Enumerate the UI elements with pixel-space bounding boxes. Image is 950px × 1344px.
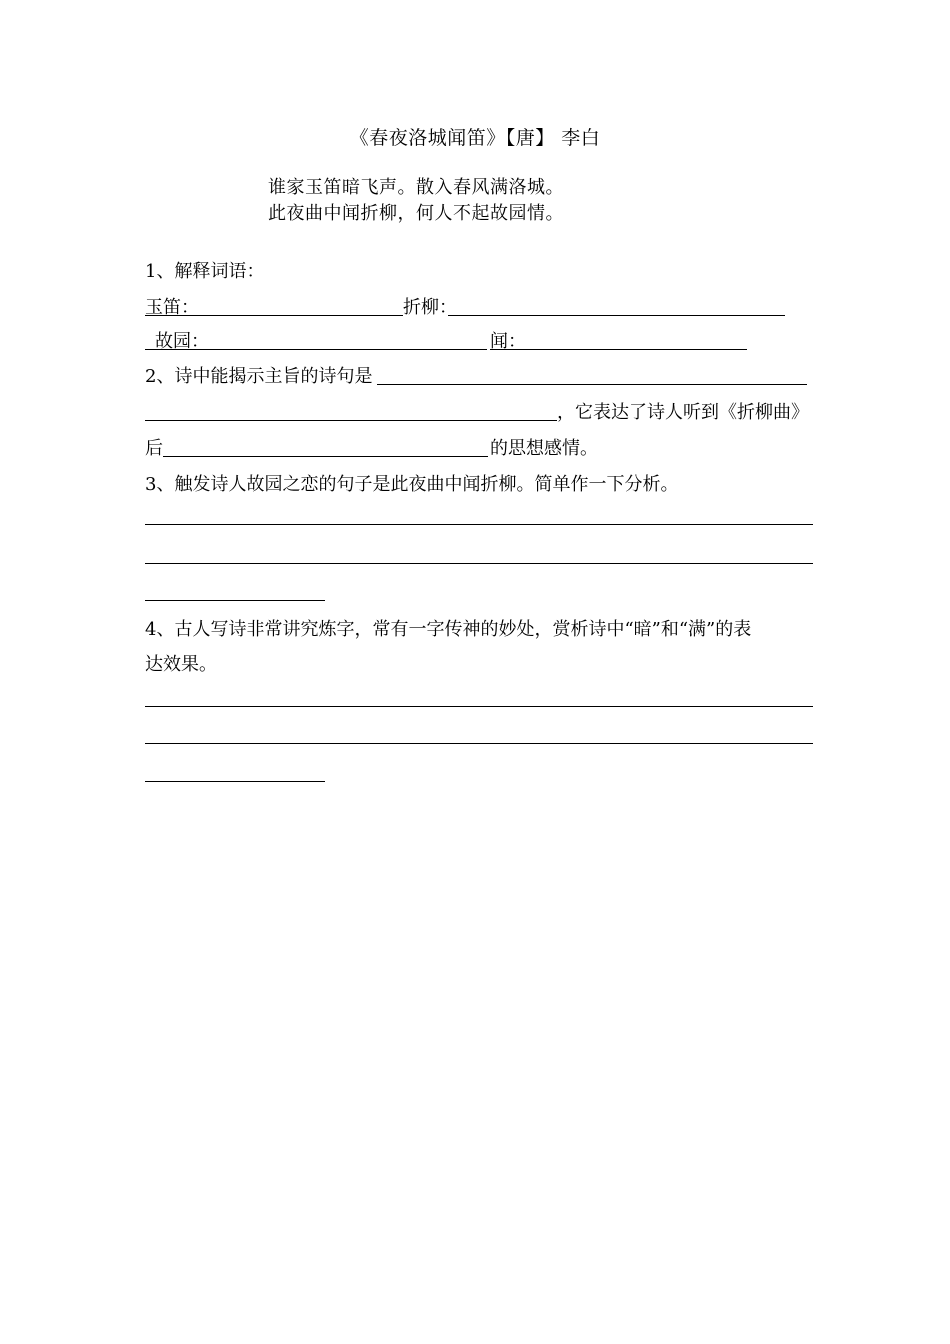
question-3-prompt: 3、触发诗人故园之恋的句子是此夜曲中闻折柳。简单作一下分析。 bbox=[145, 474, 679, 495]
question-1-prompt: 1、解释词语： bbox=[145, 261, 265, 282]
question-2-prompt: 2、诗中能揭示主旨的诗句是 bbox=[145, 366, 373, 387]
poem-line-2: 此夜曲中闻折柳，何人不起故园情。 bbox=[268, 203, 564, 224]
term-yudi-underline bbox=[145, 315, 403, 316]
question-2-answer-line-2[interactable] bbox=[145, 420, 557, 421]
question-3-answer-line-1[interactable] bbox=[145, 524, 813, 525]
term-wen-answer-line[interactable] bbox=[490, 349, 747, 350]
question-4-answer-line-2[interactable] bbox=[145, 743, 813, 744]
question-4-answer-line-3[interactable] bbox=[145, 781, 325, 782]
question-4-prompt-line-2: 达效果。 bbox=[145, 654, 217, 675]
term-yudi-label: 玉笛： bbox=[145, 297, 199, 318]
question-4-prompt-line-1: 4、古人写诗非常讲究炼字，常有一字传神的妙处，赏析诗中“暗”和“满”的表 bbox=[145, 619, 752, 640]
term-guyuan-label: 故园： bbox=[155, 331, 209, 352]
poem-title: 《春夜洛城闻笛》【唐】 李白 bbox=[349, 127, 601, 149]
question-4-answer-line-1[interactable] bbox=[145, 706, 813, 707]
question-2-prefix: 后 bbox=[145, 438, 163, 459]
question-3-answer-line-3[interactable] bbox=[145, 600, 325, 601]
poem-line-1: 谁家玉笛暗飞声。散入春风满洛城。 bbox=[268, 177, 564, 198]
question-3-answer-line-2[interactable] bbox=[145, 563, 813, 564]
question-2-answer-line-3[interactable] bbox=[163, 456, 488, 457]
question-2-answer-line-1[interactable] bbox=[377, 384, 807, 385]
question-2-suffix: 的思想感情。 bbox=[490, 438, 598, 459]
term-zheliu-answer-line[interactable] bbox=[448, 315, 785, 316]
term-guyuan-answer-line[interactable] bbox=[145, 349, 487, 350]
term-zheliu-label: 折柳： bbox=[403, 297, 457, 318]
term-wen-label: 闻： bbox=[490, 331, 526, 352]
question-2-mid-text: ，它表达了诗人听到《折柳曲》 bbox=[557, 402, 809, 423]
